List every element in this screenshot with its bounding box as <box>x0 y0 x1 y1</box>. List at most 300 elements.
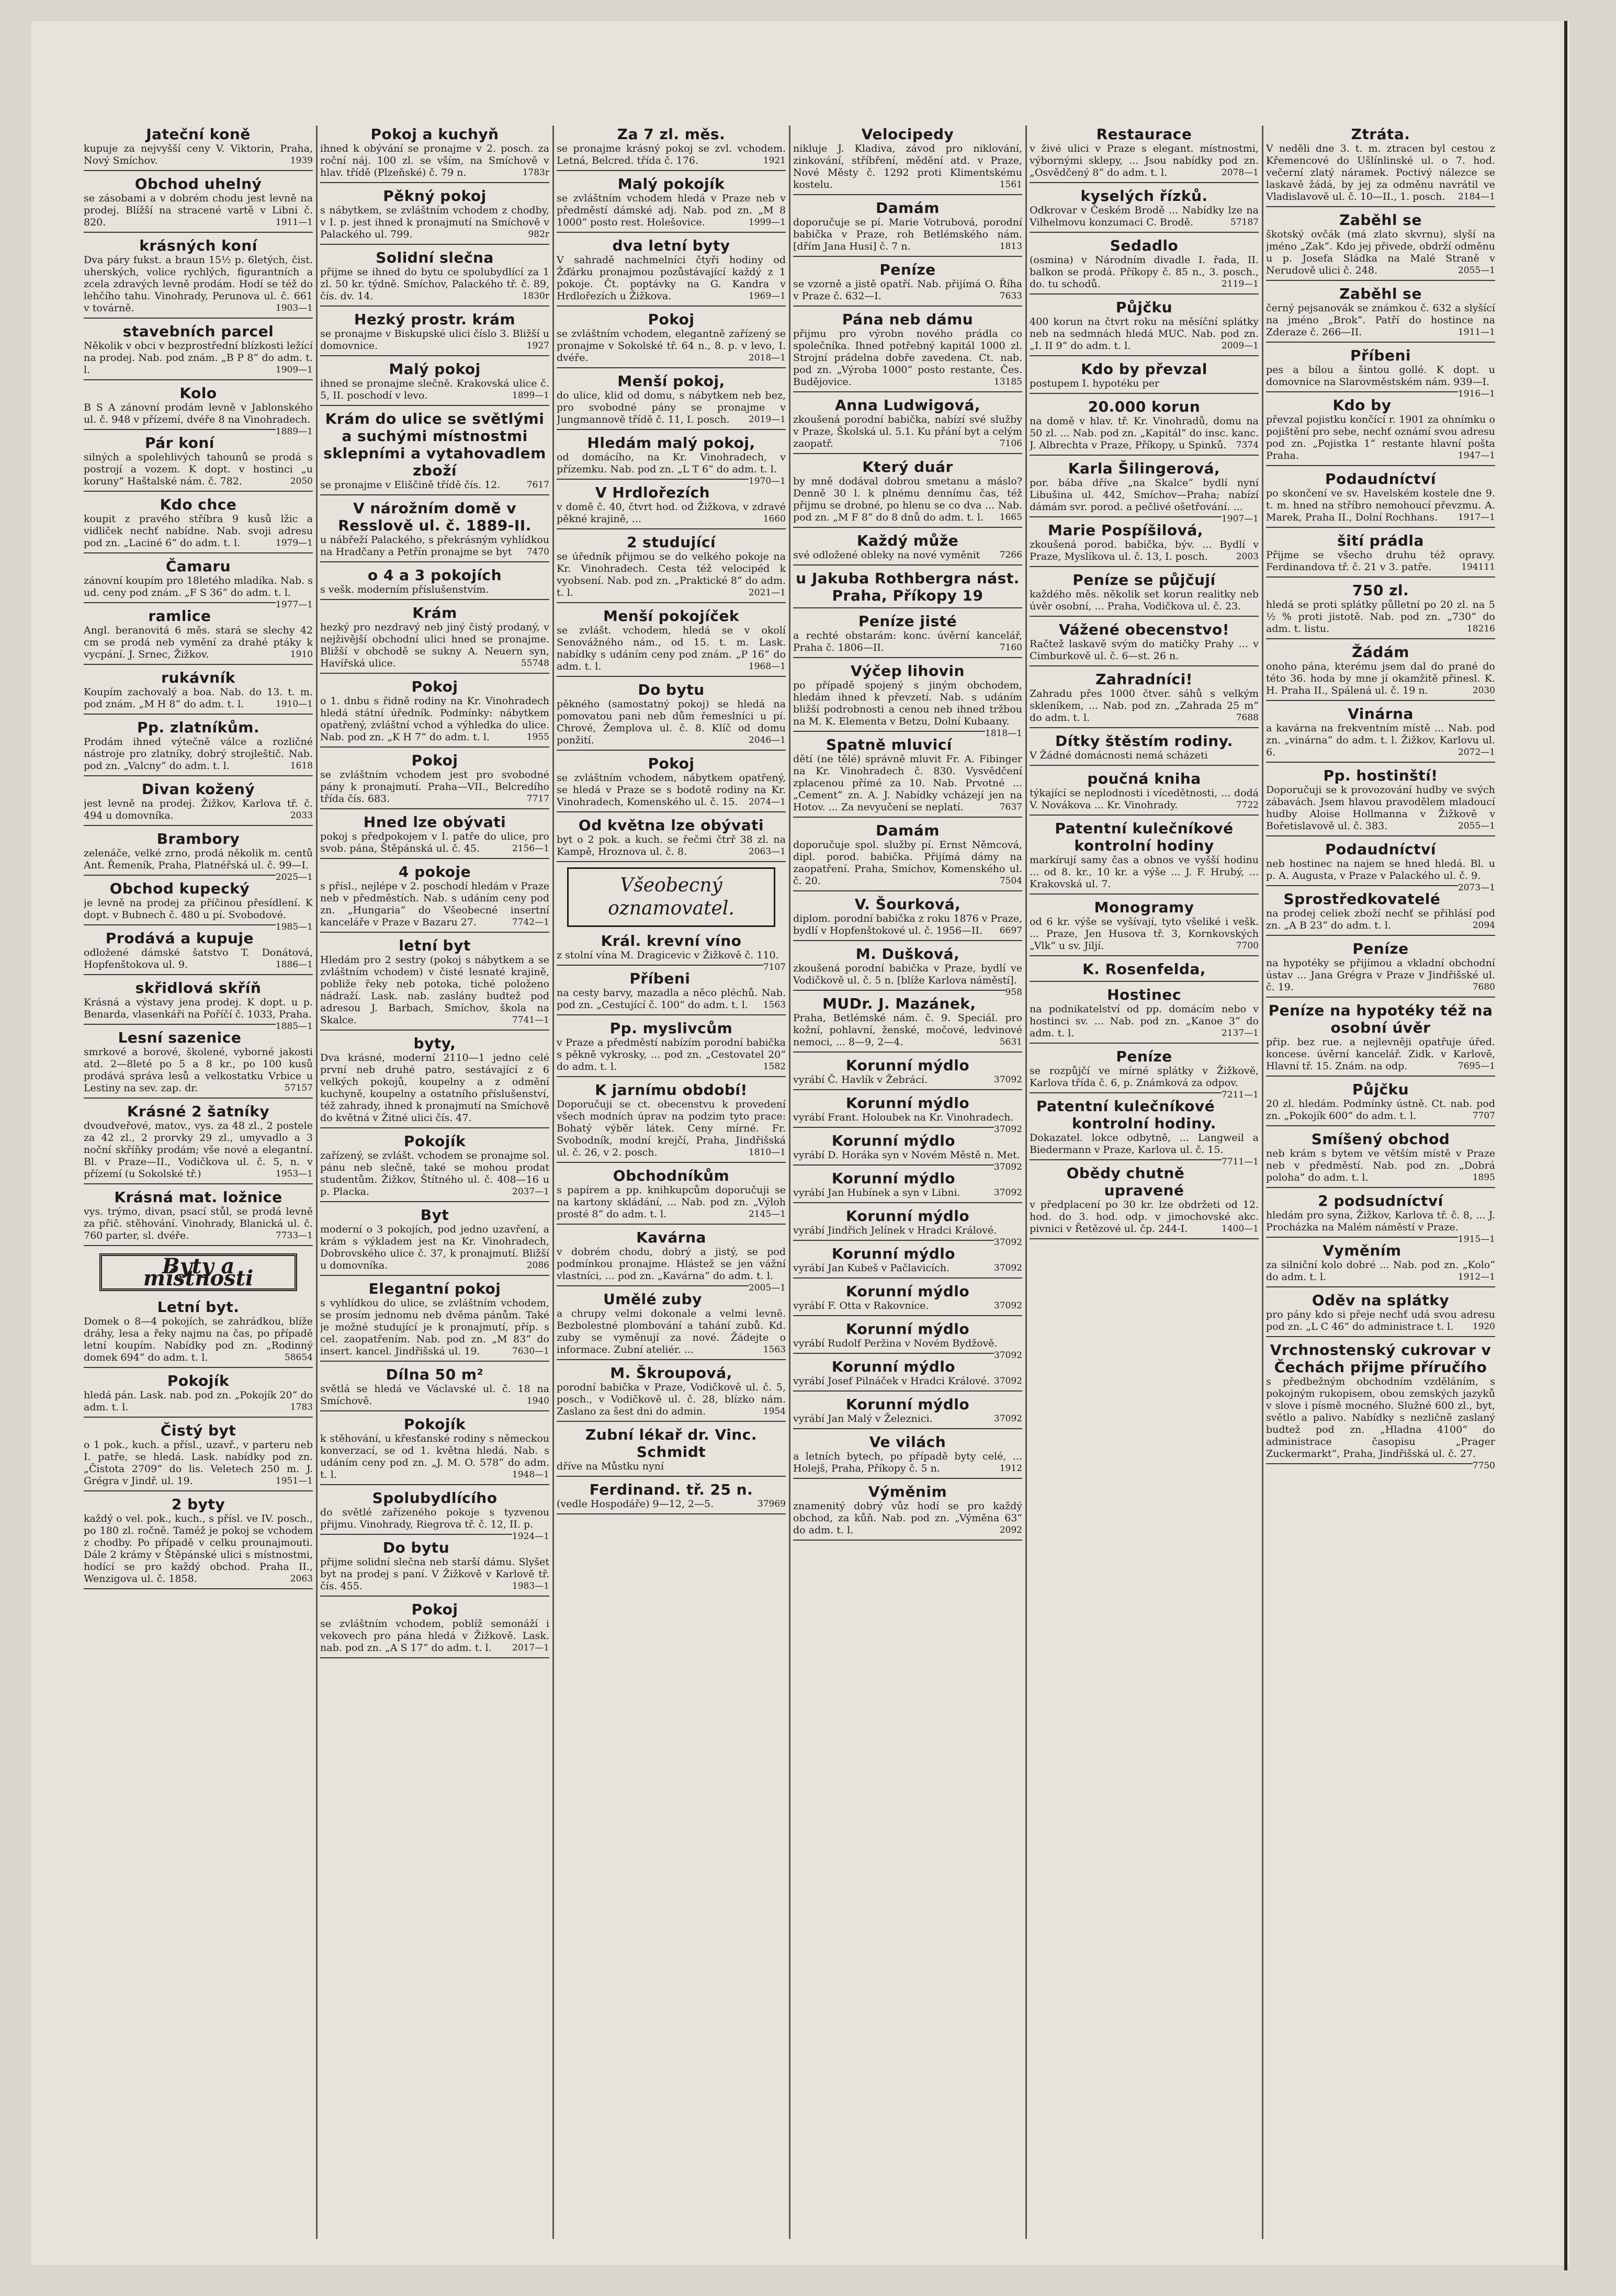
ad-divider <box>320 1657 549 1658</box>
ad-body <box>1030 1065 1259 1100</box>
ad-text: se zvláštním vchodem, elegantně zařízený se pronajme v Sokolské tř. 64 n., 8. p. v levo, I. dvéře. <box>557 328 786 364</box>
ad-text: 20 zl. hledám. Podmínky ústně. Ct. nab. pod zn. „Pokojík 600“ do adm. t. l. <box>1266 1098 1495 1122</box>
classified-ad <box>793 1320 1022 1361</box>
ad-divider <box>1030 955 1259 956</box>
ad-code: 7680 <box>1472 982 1495 992</box>
ad-body <box>557 551 786 599</box>
ad-title: Půjčku <box>1352 1081 1409 1098</box>
ad-divider <box>793 1478 1022 1479</box>
ad-text: vyrábí Jindřich Jelínek v Hradci Králové. <box>793 1225 997 1236</box>
ad-code: 2030 <box>1472 685 1495 696</box>
ad-text: jest levně na prodej. Žižkov, Karlova tř. č. 494 u domovníka. <box>84 798 313 821</box>
ad-divider <box>793 1240 994 1241</box>
ad-title: Lesní sazenice <box>118 1029 242 1046</box>
ad-text: na cesty barvy, mazadla a něco pléchů. Nab. pod zn. „Cestující č. 100“ do adm. t. l. <box>557 987 786 1011</box>
ad-text: pes a bílou a šintou gollé. K dopt. u domovnice na Slarovměstském nám. 939—I. <box>1266 364 1495 388</box>
ad-text: na prodej celiek zboží nechť se přihlásí pod zn. „A B 23“ do adm. t. l. <box>1266 908 1495 931</box>
ad-code: 194111 <box>1461 562 1495 572</box>
ad-body <box>1030 143 1259 179</box>
ad-title: Čistý byt <box>160 1422 236 1439</box>
classified-ad <box>320 937 549 1031</box>
ad-body <box>320 1383 549 1407</box>
ad-code: 1907—1 <box>1221 514 1259 524</box>
classified-ad <box>84 1298 313 1368</box>
classified-ad <box>320 1366 549 1411</box>
ad-text: v předplacení po 30 kr. lze obdržeti od 12. hod. do 3. hod. odp. v jimochovské akc. pivnici v Řetězové ul. čp. 244-I. <box>1030 1199 1259 1235</box>
ad-text: diplom. porodní babička z roku 1876 v Praze, bydlí v Hopfenštokové ul. č. 1956—II. <box>793 913 1022 936</box>
ad-body <box>320 954 549 1026</box>
ad-title: poučná kniha <box>1087 770 1201 787</box>
ad-body <box>557 1184 786 1220</box>
ad-body <box>1266 414 1495 462</box>
ad-divider <box>320 1201 549 1202</box>
classified-ad <box>793 1207 1022 1248</box>
ad-code: 7630—1 <box>512 1346 549 1356</box>
ad-text: vyrábí F. Otta v Rakovníce. <box>793 1300 929 1311</box>
ad-text: z stolní vína M. Dragicevic v Žižkově č. 110. <box>557 949 779 961</box>
ad-text: po skončení ve sv. Havelském kostele dne 9. t. m. hned na stříbro nemohoucí převzmu. A. Marek, Praha II., Dolní Rochhans. <box>1266 488 1495 523</box>
ad-divider <box>557 1476 786 1477</box>
classified-ad <box>84 126 313 171</box>
ad-body <box>1266 661 1495 697</box>
ad-divider <box>793 607 1022 608</box>
classified-ad <box>84 175 313 233</box>
classified-ad <box>557 755 786 812</box>
ad-title: Krásné 2 šatníky <box>127 1103 270 1120</box>
ad-text: (vedle Hospodáře) 9—12, 2—5. <box>557 1498 714 1510</box>
ad-title: Kdo by <box>1332 397 1392 414</box>
ad-divider <box>1030 1092 1222 1093</box>
ad-title: 2 byty <box>171 1496 225 1513</box>
ad-code: 1953—1 <box>275 1169 313 1179</box>
classified-ad <box>84 719 313 776</box>
classified-ad <box>1266 705 1495 763</box>
ad-title: Příbeni <box>1350 347 1411 364</box>
ad-code: 1915—1 <box>1457 1234 1495 1245</box>
ad-title: M. Škroupová, <box>610 1364 732 1382</box>
ad-code: 1813 <box>999 241 1022 252</box>
ad-divider <box>1266 391 1458 392</box>
ad-title: Pěkný pokoj <box>383 187 487 205</box>
ad-code: 5631 <box>999 1037 1022 1047</box>
classified-ad <box>1266 1002 1495 1077</box>
ad-title: Velocipedy <box>861 126 954 143</box>
ad-text: je levně na prodej za příčinou přesídlení. K dopt. v Bubnech č. 480 u pí. Svobodové. <box>84 897 313 921</box>
ad-text: za silniční kolo dobré ... Nab. pod zn. „Kolo“ do adm. t. l. <box>1266 1259 1495 1283</box>
ad-divider <box>1030 293 1259 295</box>
classified-ad <box>1266 470 1495 528</box>
ad-code: 7700 <box>1236 941 1259 951</box>
ad-body <box>1266 488 1495 524</box>
ad-code: 1924—1 <box>512 1531 549 1542</box>
ad-divider <box>1266 280 1495 281</box>
ad-code: 58654 <box>284 1352 313 1363</box>
ad-divider <box>320 599 549 600</box>
ad-text: vyrábí Jan Kubeš v Pačlavicích. <box>793 1262 950 1274</box>
ad-text: doporučuje spol. služby pí. Ernst Němcová, dipl. porod. babička. Přijímá dámy na zaopatření. Praha, Smíchov, Komenského ul. č. 20. <box>793 839 1022 887</box>
ad-divider <box>320 673 549 674</box>
ad-divider <box>793 391 1022 392</box>
ad-text: Zahradu přes 1000 čtver. sáhů s velkým skleníkem, ... Nab. pod zn. „Zahrada 25 m“ do adm. t. l. <box>1030 688 1259 723</box>
ad-text: ihned se pronajme slečně. Krakovská ulice č. 5, II. poschodí v levo. <box>320 378 549 401</box>
classified-ad <box>1030 960 1259 982</box>
ad-body <box>793 753 1022 813</box>
ad-body <box>320 1556 549 1592</box>
ad-text: vyrábí Rudolf Peržina v Novém Bydžově. <box>793 1338 998 1349</box>
ad-text: a chrupy velmi dokonale a velmi levně. Bezbolestné plombování a tahání zubů. Kd. zuby se vyměnují za nové. Žádejte o informace. Zubní ateliér. ... <box>557 1308 786 1355</box>
ad-divider <box>84 552 313 553</box>
ad-text: zařízený, se zvlášt. vchodem se pronajme sol. pánu neb slečně, také se mohou prodat studentům. Žižkov, Štítného ul. č. 408—16 u p. Placka. <box>320 1150 549 1197</box>
classified-ad <box>320 1280 549 1362</box>
ad-divider <box>84 1417 313 1418</box>
ad-body <box>320 1433 549 1481</box>
ad-title: Korunní mýdlo <box>831 1170 956 1187</box>
classified-ad <box>793 662 1022 739</box>
ad-body <box>557 1308 786 1356</box>
ad-title: Pána neb dámu <box>842 311 974 328</box>
ad-title: stavebních parcel <box>122 323 274 340</box>
ad-text: silných a spolehlivých tahounů se prodá s postrojí a vozem. K dopt. v hostinci „u koruny“ Haštalské nám. č. 782. <box>84 451 313 487</box>
ad-divider <box>557 1014 786 1015</box>
ad-title: Pokojík <box>403 1133 466 1150</box>
ad-body <box>1266 549 1495 573</box>
classified-ad <box>320 1601 549 1658</box>
classified-ad <box>1030 299 1259 356</box>
ad-divider <box>793 564 1022 565</box>
ad-title: Pár koní <box>145 434 214 451</box>
ad-body <box>1030 1199 1259 1235</box>
ad-code: 1885—1 <box>275 1021 313 1032</box>
ad-title: Damám <box>876 199 940 217</box>
ad-title: Jateční koně <box>146 126 251 143</box>
classified-ad <box>84 237 313 319</box>
ad-body <box>320 1224 549 1272</box>
ad-code: 2055—1 <box>1457 265 1495 276</box>
ad-code: 7733—1 <box>275 1230 313 1241</box>
ad-divider <box>84 1098 313 1099</box>
ad-body <box>793 1375 1022 1387</box>
ad-body <box>1266 1036 1495 1072</box>
ad-divider <box>557 1359 786 1360</box>
classified-ad <box>793 570 1022 608</box>
ad-body <box>1266 143 1495 203</box>
classified-ad <box>793 311 1022 392</box>
ad-body <box>793 1300 1022 1312</box>
ad-title: Ve vilách <box>869 1433 946 1451</box>
ad-divider <box>1266 1237 1458 1238</box>
ad-text: Odkrovar v Českém Brodě ... Nabídky lze na Vilhelmovu konzumaci C. Brodě. <box>1030 205 1259 228</box>
ad-body <box>84 1316 313 1364</box>
ad-text: kupuje za nejvyšší ceny V. Viktorin, Praha, Nový Smíchov. <box>84 143 313 166</box>
ad-body <box>84 997 313 1032</box>
ad-code: 1951—1 <box>275 1476 313 1486</box>
ad-title: Ztráta. <box>1351 126 1410 143</box>
ad-divider <box>84 1183 313 1184</box>
ad-title: Pokoj <box>648 311 695 328</box>
ad-text: zkoušená porodní babička v Praze, bydlí ve Vodičkově ul. č. 5 n. [blíže Karlova náměstí]. <box>793 963 1022 986</box>
classified-ad <box>793 199 1022 257</box>
ad-divider <box>1030 1159 1222 1160</box>
ad-title: Patentní kulečníkové kontrolní hodiny. <box>1036 1098 1216 1132</box>
ad-title: Pp. myslivcům <box>609 1020 733 1037</box>
classified-ad <box>84 880 313 932</box>
ad-body <box>557 625 786 673</box>
ad-code: 1889—1 <box>275 426 313 437</box>
ad-text: vyrábí Č. Havlík v Žebrácí. <box>793 1074 928 1085</box>
ad-divider <box>320 858 549 859</box>
ad-divider <box>1266 1286 1495 1287</box>
classified-ad <box>1266 1081 1495 1126</box>
ad-code: 2005—1 <box>748 1283 786 1293</box>
ad-body <box>557 949 786 972</box>
ad-divider <box>320 1534 512 1535</box>
ad-body <box>1266 302 1495 338</box>
ad-title: Vinárna <box>1348 705 1414 722</box>
ad-title: 2 podsudníctví <box>1318 1192 1443 1209</box>
classified-ad <box>557 372 786 430</box>
ad-divider <box>84 974 313 975</box>
ad-title: Karla Šilingerová, <box>1068 460 1221 477</box>
classified-ad <box>1030 621 1259 666</box>
ad-title: Brambory <box>156 830 240 847</box>
ad-code: 2092 <box>999 1525 1022 1535</box>
classified-ad <box>320 1539 549 1597</box>
ad-code: 7617 <box>526 480 549 490</box>
ad-title: Který duár <box>862 458 953 476</box>
classified-ad <box>84 1029 313 1099</box>
ad-body <box>84 1513 313 1585</box>
classified-ad <box>793 896 1022 941</box>
ad-text: Angl. beranovitá 6 měs. stará se slechy 42 cm se prodá neb vymění za drahé ptáky k vycpání. J. Srnec, Žižkov. <box>84 625 313 660</box>
ad-title: Divan kožený <box>141 781 255 798</box>
ad-title: Obchod kupecký <box>109 880 250 897</box>
classified-ad <box>793 822 1022 891</box>
ad-code: 7688 <box>1236 712 1259 723</box>
ad-title: Marie Pospíšilová, <box>1048 522 1203 539</box>
ad-text: se úředník přijmou se do velkého pokoje na Kr. Vinohradech. Cesta též velocipéd k vyobsení. Nab. pod zn. „Praktické 8“ do adm. t. l. <box>557 551 786 598</box>
ad-text: s nábytkem, se zvláštním vchodem z chodby, v I. p. jest ihned k pronajmutí na Smíchově v Palackého ul. 799. <box>320 205 549 240</box>
ad-body <box>557 1461 786 1473</box>
ad-code: 1665 <box>999 512 1022 523</box>
ad-code: 1968—1 <box>748 661 786 672</box>
classified-ad <box>84 434 313 492</box>
ad-code: 7711—1 <box>1221 1157 1259 1167</box>
ad-title: Korunní mýdlo <box>831 1245 956 1262</box>
ad-text: na domě v hlav. tř. Kr. Vinohradů, domu na 50 zl. ... Nab. pod zn. „Kapitál“ do insc. kanc. J. Albrechta v Praze, Příkopy, u Spinků. <box>1030 415 1259 451</box>
classified-ad <box>320 604 549 674</box>
classified-ad <box>84 830 313 883</box>
ad-title: šití prádla <box>1337 532 1424 549</box>
ad-code: 2156—1 <box>512 843 549 854</box>
ad-title: Kavárna <box>636 1229 706 1246</box>
ad-code: 1618 <box>290 761 313 771</box>
ad-code: 2037—1 <box>512 1186 549 1197</box>
classified-ad <box>557 1167 786 1225</box>
ad-code: 1927 <box>526 341 549 351</box>
ad-divider <box>793 890 1022 891</box>
ad-code: 37092 <box>993 1376 1022 1386</box>
ad-title: Výměnim <box>868 1483 947 1500</box>
column-separator <box>789 126 790 2239</box>
classified-ad <box>793 1057 1022 1090</box>
ad-divider <box>84 825 313 826</box>
ad-code: 2055—1 <box>1457 821 1495 831</box>
classified-ad <box>84 1496 313 1589</box>
ad-divider <box>557 1076 786 1077</box>
ad-body <box>84 143 313 167</box>
ad-text: se zvláštním vchodem, nábytkem opatřený, se hledá v Praze se s bodotě rodiny na Kr. Vinohradech, Komenského ul. č. 15. <box>557 772 786 808</box>
ad-title: Korunní mýdlo <box>831 1132 956 1149</box>
ad-title: Příbeni <box>629 970 691 987</box>
classified-ad <box>320 360 549 406</box>
ad-divider <box>793 731 985 732</box>
ad-code: 37092 <box>993 1263 1022 1273</box>
ad-text: Praha, Betlémské nám. č. 9. Speciál. pro kožní, pohlavní, ženské, močové, ledvinové nemoci, ... 8—9, 2—4. <box>793 1012 1022 1048</box>
ad-text: Hledám pro 2 sestry (pokoj s nábytkem a se zvláštním vchodem) v čisté lesnaté krajině, pobliže řeky neb potoka, tiché položeno nádraží. Lask. nab. zaslány budtež pod adresou J. Barbach, Smíchov, škola na Skalce. <box>320 954 549 1026</box>
classified-ad <box>557 175 786 233</box>
ad-divider <box>793 657 1022 658</box>
ad-text: v živé ulici v Praze s elegant. místnostmi, výbornými sklepy, ... Jsou nabídky pod zn. „Osvědčený 8“ do adm. t. l. <box>1030 143 1259 178</box>
ad-code: 2094 <box>1472 920 1495 931</box>
ad-divider <box>1266 835 1495 836</box>
ad-divider <box>793 256 1022 257</box>
ad-text: s papírem a pp. knihkupcům doporučuji se na kartony skládání, ... Nab. pod zn. „Výloh prosté 8“ do adm. t. l. <box>557 1184 786 1220</box>
classified-ad <box>793 1094 1022 1135</box>
column-6 <box>1266 126 1495 2239</box>
column-5 <box>1030 126 1259 2239</box>
ad-title: Peníze se půjčují <box>1072 571 1216 589</box>
ad-body <box>793 549 1022 561</box>
classified-ad <box>557 434 786 487</box>
ad-body <box>793 1149 1022 1172</box>
ad-title: Obchodníkům <box>613 1167 730 1184</box>
classified-ad <box>1030 1098 1259 1167</box>
ad-title: MUDr. J. Mazánek, <box>822 995 976 1012</box>
ad-body <box>320 1052 549 1124</box>
classified-ad <box>84 496 313 553</box>
classified-ad <box>793 1283 1022 1316</box>
ad-code: 2018—1 <box>748 353 786 363</box>
classified-ad <box>320 678 549 748</box>
ad-code: 1895 <box>1472 1172 1495 1183</box>
ad-code: 55748 <box>521 658 549 669</box>
classified-ad <box>1266 1242 1495 1287</box>
ad-title: letní byt <box>399 937 471 954</box>
ad-text: V neděli dne 3. t. m. ztracen byl cestou z Křemencové do Ušlínlinské ul. o 7. hod. večerní zlatý náramek. Poctivý nálezce se laskavě žádá, by jej za odměnu navrátil ve Vladislavově ul. č. 10—II., 1. posch. <box>1266 143 1495 202</box>
ad-divider <box>1030 393 1259 394</box>
ad-text: škotský ovčák (má zlato skvrnu), slyší na jméno „Zak“. Kdo jej přivede, obdrží odměnu u p. Josefa Sládka na Malé Straně v Nerudově ulici č. 248. <box>1266 229 1495 276</box>
classified-ad <box>1266 532 1495 578</box>
ad-text: dvoudveřové, matov., vys. za 48 zl., 2 postele za 42 zl., 2 prorvky 29 zl., umyvadlo a 3 noční skříňky prodám; vše nové a elegantní. Bl. v Praze—II., Vodičkova ul. č. 5, n. v přízemí (u Sokolské tř.) <box>84 1120 313 1180</box>
ad-text: Několik v obci v bezprostřední blízkosti ležící na prodej. Nab. pod znám. „B P 8“ do adm. t. l. <box>84 340 313 376</box>
ad-text: odložené dámské šatstvo T. Donátová, Hopfenštokova ul. 9. <box>84 947 313 970</box>
ad-title: Od května lze obývati <box>578 817 764 834</box>
ad-title: kyselých řízků. <box>1080 187 1208 205</box>
ad-text: zelenáče, velké zrno, prodá několik m. centů Ant. Řemeník, Praha, Platnéřská ul. č. 99—I. <box>84 847 313 871</box>
ad-title: byty, <box>413 1035 456 1052</box>
ad-code: 2063 <box>290 1574 313 1584</box>
ad-title: Pokojík <box>167 1372 230 1389</box>
ad-body <box>1266 908 1495 932</box>
ad-code: 7637 <box>999 802 1022 812</box>
ad-body <box>1266 1309 1495 1333</box>
ad-title: Dílna 50 m² <box>386 1366 484 1383</box>
classified-ad <box>557 1426 786 1477</box>
ad-body <box>320 479 549 491</box>
ad-divider <box>320 244 549 245</box>
ad-divider <box>793 1315 1022 1316</box>
ad-divider <box>320 1127 549 1128</box>
classified-ad <box>1266 1130 1495 1188</box>
ad-title: Čamaru <box>165 558 231 575</box>
ad-text: přip. bez rue. a nejlevněji opatřuje úřed. koncese. úvěrní kancelář. Zidk. v Karlově, Hlavní tř. 15. Znám. na odp. <box>1266 1036 1495 1072</box>
ad-code: 1910 <box>290 649 313 660</box>
ad-body <box>1030 1132 1259 1167</box>
classified-ad <box>1266 347 1495 399</box>
ad-code: 37092 <box>993 1162 1022 1172</box>
ad-text: 400 korun na čtvrt roku na měsíční splátky neb na sedmnách hledá MUC. Nab. pod zn. „I. II 9“ do adm. t. l. <box>1030 316 1259 352</box>
ad-code: 37092 <box>993 1350 1022 1361</box>
ad-code: 7750 <box>1472 1461 1495 1471</box>
ad-title: Peníze <box>1116 1048 1172 1065</box>
ad-title: Korunní mýdlo <box>831 1358 956 1375</box>
ad-code: 2078—1 <box>1221 167 1259 178</box>
ad-body <box>793 1112 1022 1135</box>
classified-ad <box>1030 671 1259 728</box>
ad-divider <box>793 940 1022 941</box>
ad-text: se pronajme v Biskupské ulici číslo 3. Bližší u domovnice. <box>320 328 549 352</box>
ad-code: 1886—1 <box>275 959 313 970</box>
ad-divider <box>557 750 786 751</box>
ad-divider <box>84 1588 313 1589</box>
ad-body <box>1030 1003 1259 1039</box>
classified-ad <box>557 932 786 972</box>
ad-text: hledám pro syna, Žižkov, Karlova tř. č. 8, ... J. Procházka na Malém náměstí v Praze. <box>1266 1209 1495 1233</box>
ad-divider <box>84 170 313 171</box>
ad-body <box>84 340 313 376</box>
classified-ad <box>84 669 313 715</box>
ad-code: 1783 <box>290 1402 313 1412</box>
ad-divider <box>793 527 1022 528</box>
ad-title: M. Dušková, <box>855 945 960 963</box>
ad-code: 2137—1 <box>1221 1028 1259 1038</box>
page-border-rule <box>1564 21 1567 2270</box>
classified-ad <box>1030 899 1259 956</box>
ad-code: 13185 <box>993 377 1022 387</box>
ad-divider <box>1030 981 1259 982</box>
classified-ad <box>793 736 1022 818</box>
ad-body <box>1266 1148 1495 1184</box>
ad-code: 7695—1 <box>1457 1061 1495 1071</box>
ad-code: 1400—1 <box>1221 1224 1259 1234</box>
ad-text: Račtež laskavě svým do matičky Prahy ... v Cimburkově ul. č. 6—st. 26 n. <box>1030 638 1259 662</box>
ad-title: Korunní mýdlo <box>845 1207 970 1225</box>
ad-body <box>1030 539 1259 563</box>
ad-text: Přijme se všecho druhu též opravy. Ferdinandova tř. č. 21 v 3. patře. <box>1266 549 1495 573</box>
ad-body <box>793 1500 1022 1536</box>
ad-title: Krám <box>412 604 457 621</box>
ad-code: 1660 <box>763 514 786 524</box>
ad-title: Umělé zuby <box>603 1291 702 1308</box>
ad-title: Spolubydlícího <box>372 1489 498 1507</box>
ad-text: by mně dodával dobrou smetanu a máslo? Denně 30 l. k plnému dennímu čas, též přijmu se drobné, po hlenu se co dva ... Nab. pod zn. „M F 8“ do 8 dnů do adm. t. l. <box>793 476 1022 523</box>
classified-ad <box>84 607 313 665</box>
ad-divider <box>1030 355 1259 356</box>
ad-code: 1561 <box>999 179 1022 190</box>
ad-body <box>1030 688 1259 724</box>
ad-title: Zahradníci! <box>1095 671 1193 688</box>
classified-ad <box>320 126 549 183</box>
